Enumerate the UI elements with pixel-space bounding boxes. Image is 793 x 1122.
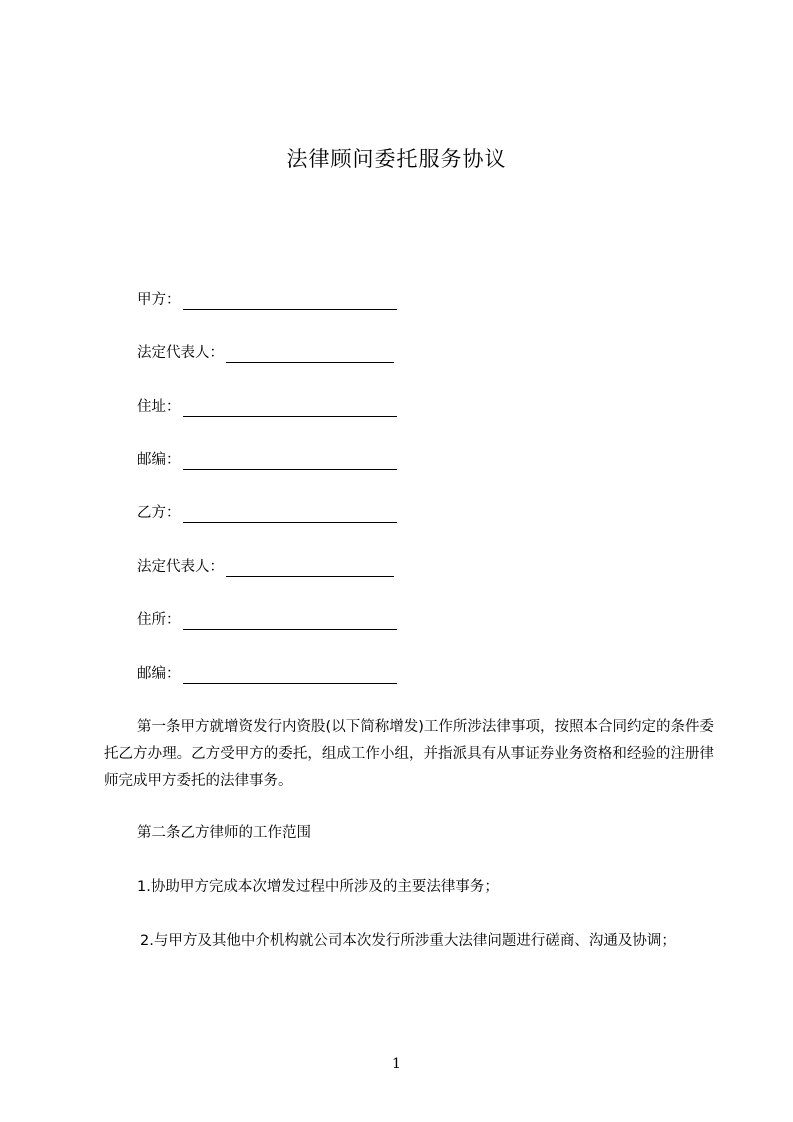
article-2-heading: 第二条乙方律师的工作范围	[137, 825, 311, 841]
party-a-postcode-label: 邮编：	[137, 452, 181, 468]
party-b-field	[137, 503, 397, 523]
party-b-address-field	[137, 610, 397, 630]
party-a-representative-field	[137, 343, 394, 363]
party-a-address-blank	[183, 402, 397, 417]
article-1-paragraph: 第一条甲方就增资发行内资股(以下简称增发)工作所涉法律事项，按照本合同约定的条件委托乙方办理。乙方受甲方的委托，组成工作小组，并指派具有从事证券业务资格和经验的注册律师完成甲方委托的法律事务。	[104, 719, 714, 789]
party-a-label: 甲方：	[137, 292, 181, 308]
party-b-representative-label: 法定代表人：	[137, 559, 224, 575]
scope-item-1: 1.协助甲方完成本次增发过程中所涉及的主要法律事务；	[137, 879, 499, 895]
document-title: 法律顾问委托服务协议	[286, 147, 507, 171]
party-b-blank	[183, 508, 397, 523]
party-b-address-blank	[183, 615, 397, 630]
scope-item-2: 2.与甲方及其他中介机构就公司本次发行所涉重大法律问题进行磋商、沟通及协调；	[140, 933, 676, 949]
party-b-postcode-label: 邮编：	[137, 666, 181, 682]
party-b-representative-field	[137, 557, 394, 577]
party-b-postcode-field	[137, 664, 397, 684]
party-b-postcode-blank	[183, 669, 397, 684]
party-a-address-field	[137, 397, 397, 417]
party-a-blank	[183, 295, 397, 310]
party-a-postcode-field	[137, 450, 397, 470]
party-b-label: 乙方：	[137, 505, 181, 521]
party-b-address-label: 住所：	[137, 612, 181, 628]
party-a-representative-label: 法定代表人：	[137, 345, 224, 361]
party-b-representative-blank	[226, 562, 394, 577]
party-a-field	[137, 290, 397, 310]
party-a-address-label: 住址：	[137, 399, 181, 415]
page-number: 1	[392, 1056, 401, 1072]
party-a-postcode-blank	[183, 455, 397, 470]
party-a-representative-blank	[226, 348, 394, 363]
